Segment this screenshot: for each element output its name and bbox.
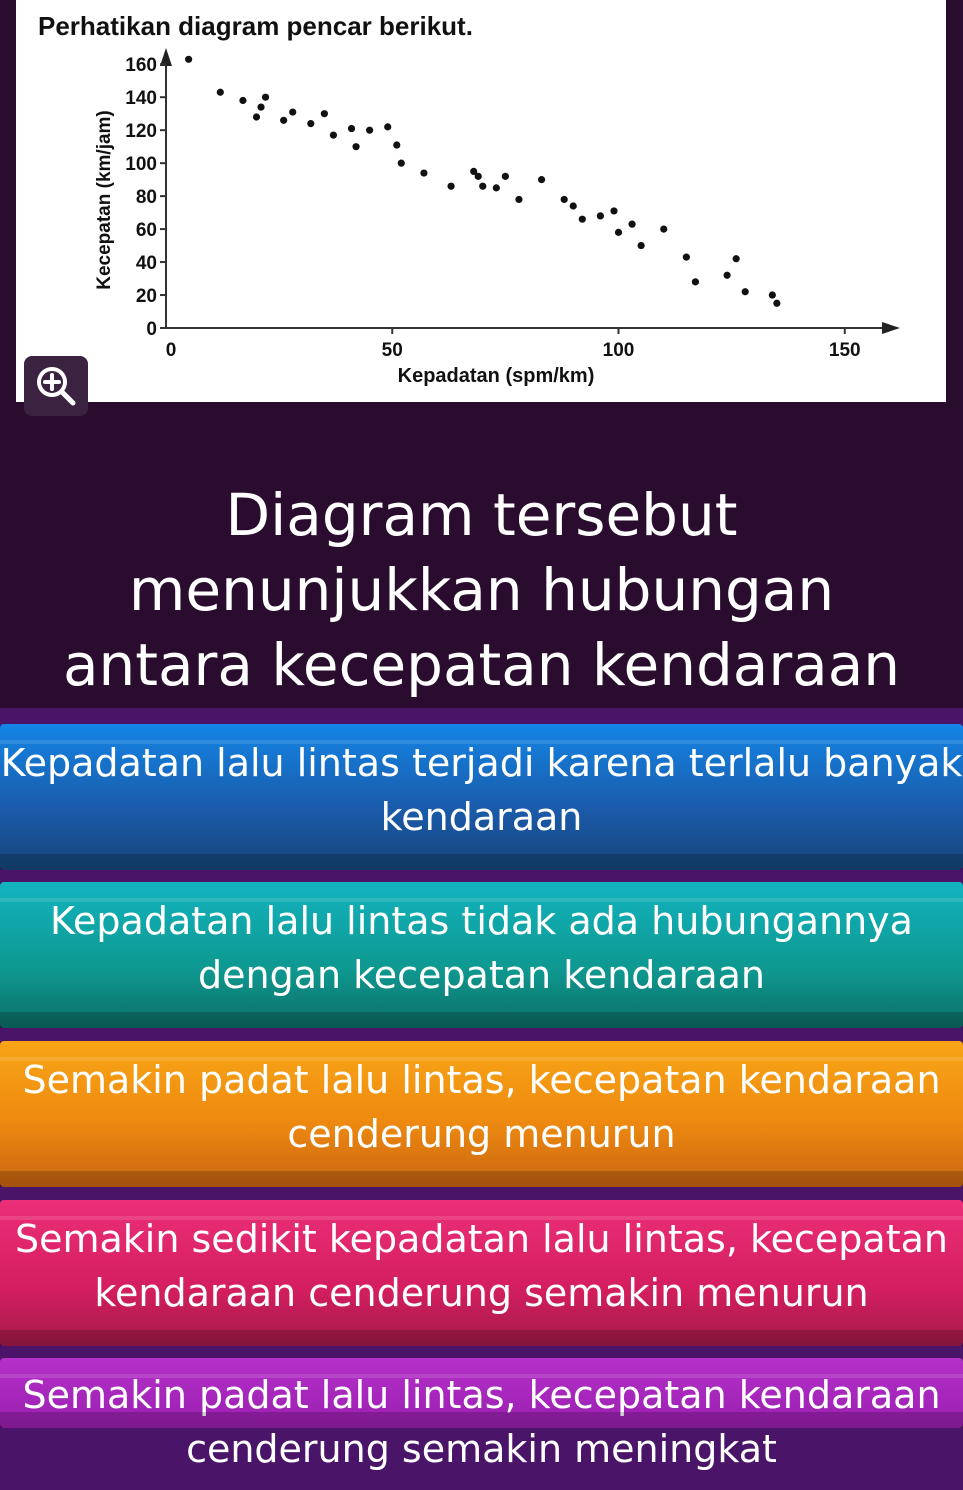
scatter-point: [398, 160, 405, 167]
scatter-point: [289, 108, 296, 115]
y-tick-label: 60: [135, 220, 157, 242]
x-axis-arrow: [882, 322, 900, 334]
y-tick-label: 140: [125, 88, 157, 110]
y-tick-label: 120: [125, 121, 157, 143]
y-tick-label: 160: [125, 55, 157, 77]
scatter-point: [321, 110, 328, 117]
answer-option-5[interactable]: [0, 1358, 963, 1471]
scatter-point: [597, 212, 604, 219]
scatter-point: [561, 196, 568, 203]
scatter-point: [502, 173, 509, 180]
scatter-point: [475, 173, 482, 180]
x-tick-label: 0: [165, 340, 177, 361]
question-panel: [0, 0, 963, 708]
x-tick-label: 150: [828, 340, 861, 361]
question-text: Diagram tersebut menunjukkan hubungan antara kecepatan kendaraan: [62, 481, 901, 699]
scatter-point: [447, 183, 454, 190]
answer-option-label: Kepadatan lalu lintas tidak ada hubungannya dengan kecepatan kendaraan: [50, 899, 913, 997]
question-image[interactable]: [16, 0, 946, 402]
y-axis-label: Kecepatan (km/jam): [94, 110, 115, 290]
scatter-point: [515, 196, 522, 203]
scatter-point: [393, 141, 400, 148]
scatter-point: [352, 143, 359, 150]
y-tick-label: 20: [135, 286, 157, 308]
answer-option-2[interactable]: [0, 882, 963, 1028]
scatter-point: [239, 97, 246, 104]
scatter-point: [773, 300, 780, 307]
scatter-point: [420, 169, 427, 176]
scatter-point: [493, 184, 500, 191]
answer-option-3[interactable]: [0, 1041, 963, 1187]
answer-option-label: Semakin padat lalu lintas, kecepatan kendaraan cenderung semakin meningkat: [22, 1373, 941, 1471]
scatter-point: [185, 56, 192, 63]
scatter-point: [733, 255, 740, 262]
x-axis-ticks: [166, 328, 861, 361]
scatter-point: [253, 113, 260, 120]
scatter-point: [724, 272, 731, 279]
scatter-point: [384, 123, 391, 130]
scatter-point: [538, 176, 545, 183]
scatter-point: [615, 229, 622, 236]
scatter-point: [579, 216, 586, 223]
scatter-point: [348, 125, 355, 132]
scatter-point: [280, 117, 287, 124]
zoom-in-button[interactable]: [24, 356, 88, 416]
scatter-point: [628, 221, 635, 228]
scatter-point: [479, 183, 486, 190]
zoom-in-icon: [34, 364, 78, 408]
y-tick-label: 40: [135, 253, 157, 275]
scatter-point: [742, 288, 749, 295]
answer-option-label: Semakin sedikit kepadatan lalu lintas, kecepatan kendaraan cenderung semakin menurun: [14, 1217, 948, 1315]
answer-option-4[interactable]: [0, 1200, 963, 1346]
scatter-point: [660, 225, 667, 232]
scatter-points: [185, 56, 780, 307]
scatter-point: [217, 89, 224, 96]
answer-option-1[interactable]: [0, 724, 963, 870]
chart-axes: [160, 48, 900, 334]
scatter-chart: [16, 0, 946, 402]
scatter-point: [692, 278, 699, 285]
y-tick-label: 100: [125, 154, 157, 176]
y-tick-label: 0: [146, 319, 157, 340]
scatter-point: [683, 254, 690, 261]
scatter-point: [769, 291, 776, 298]
scatter-point: [638, 242, 645, 249]
x-axis-label: Kepadatan (spm/km): [397, 365, 595, 387]
scatter-point: [307, 120, 314, 127]
x-tick-label: 50: [381, 340, 403, 361]
x-tick-label: 100: [602, 340, 635, 361]
y-axis-ticks: [125, 55, 166, 340]
scatter-point: [366, 127, 373, 134]
scatter-point: [610, 207, 617, 214]
answer-option-label: Semakin padat lalu lintas, kecepatan kendaraan cenderung menurun: [22, 1058, 941, 1156]
scatter-point: [570, 202, 577, 209]
scatter-point: [330, 132, 337, 139]
chart-title: Perhatikan diagram pencar berikut.: [38, 11, 473, 41]
answer-option-label: Kepadatan lalu lintas terjadi karena terlalu banyak kendaraan: [0, 741, 963, 839]
scatter-point: [262, 94, 269, 101]
scatter-point: [257, 104, 264, 111]
y-tick-label: 80: [135, 187, 157, 209]
